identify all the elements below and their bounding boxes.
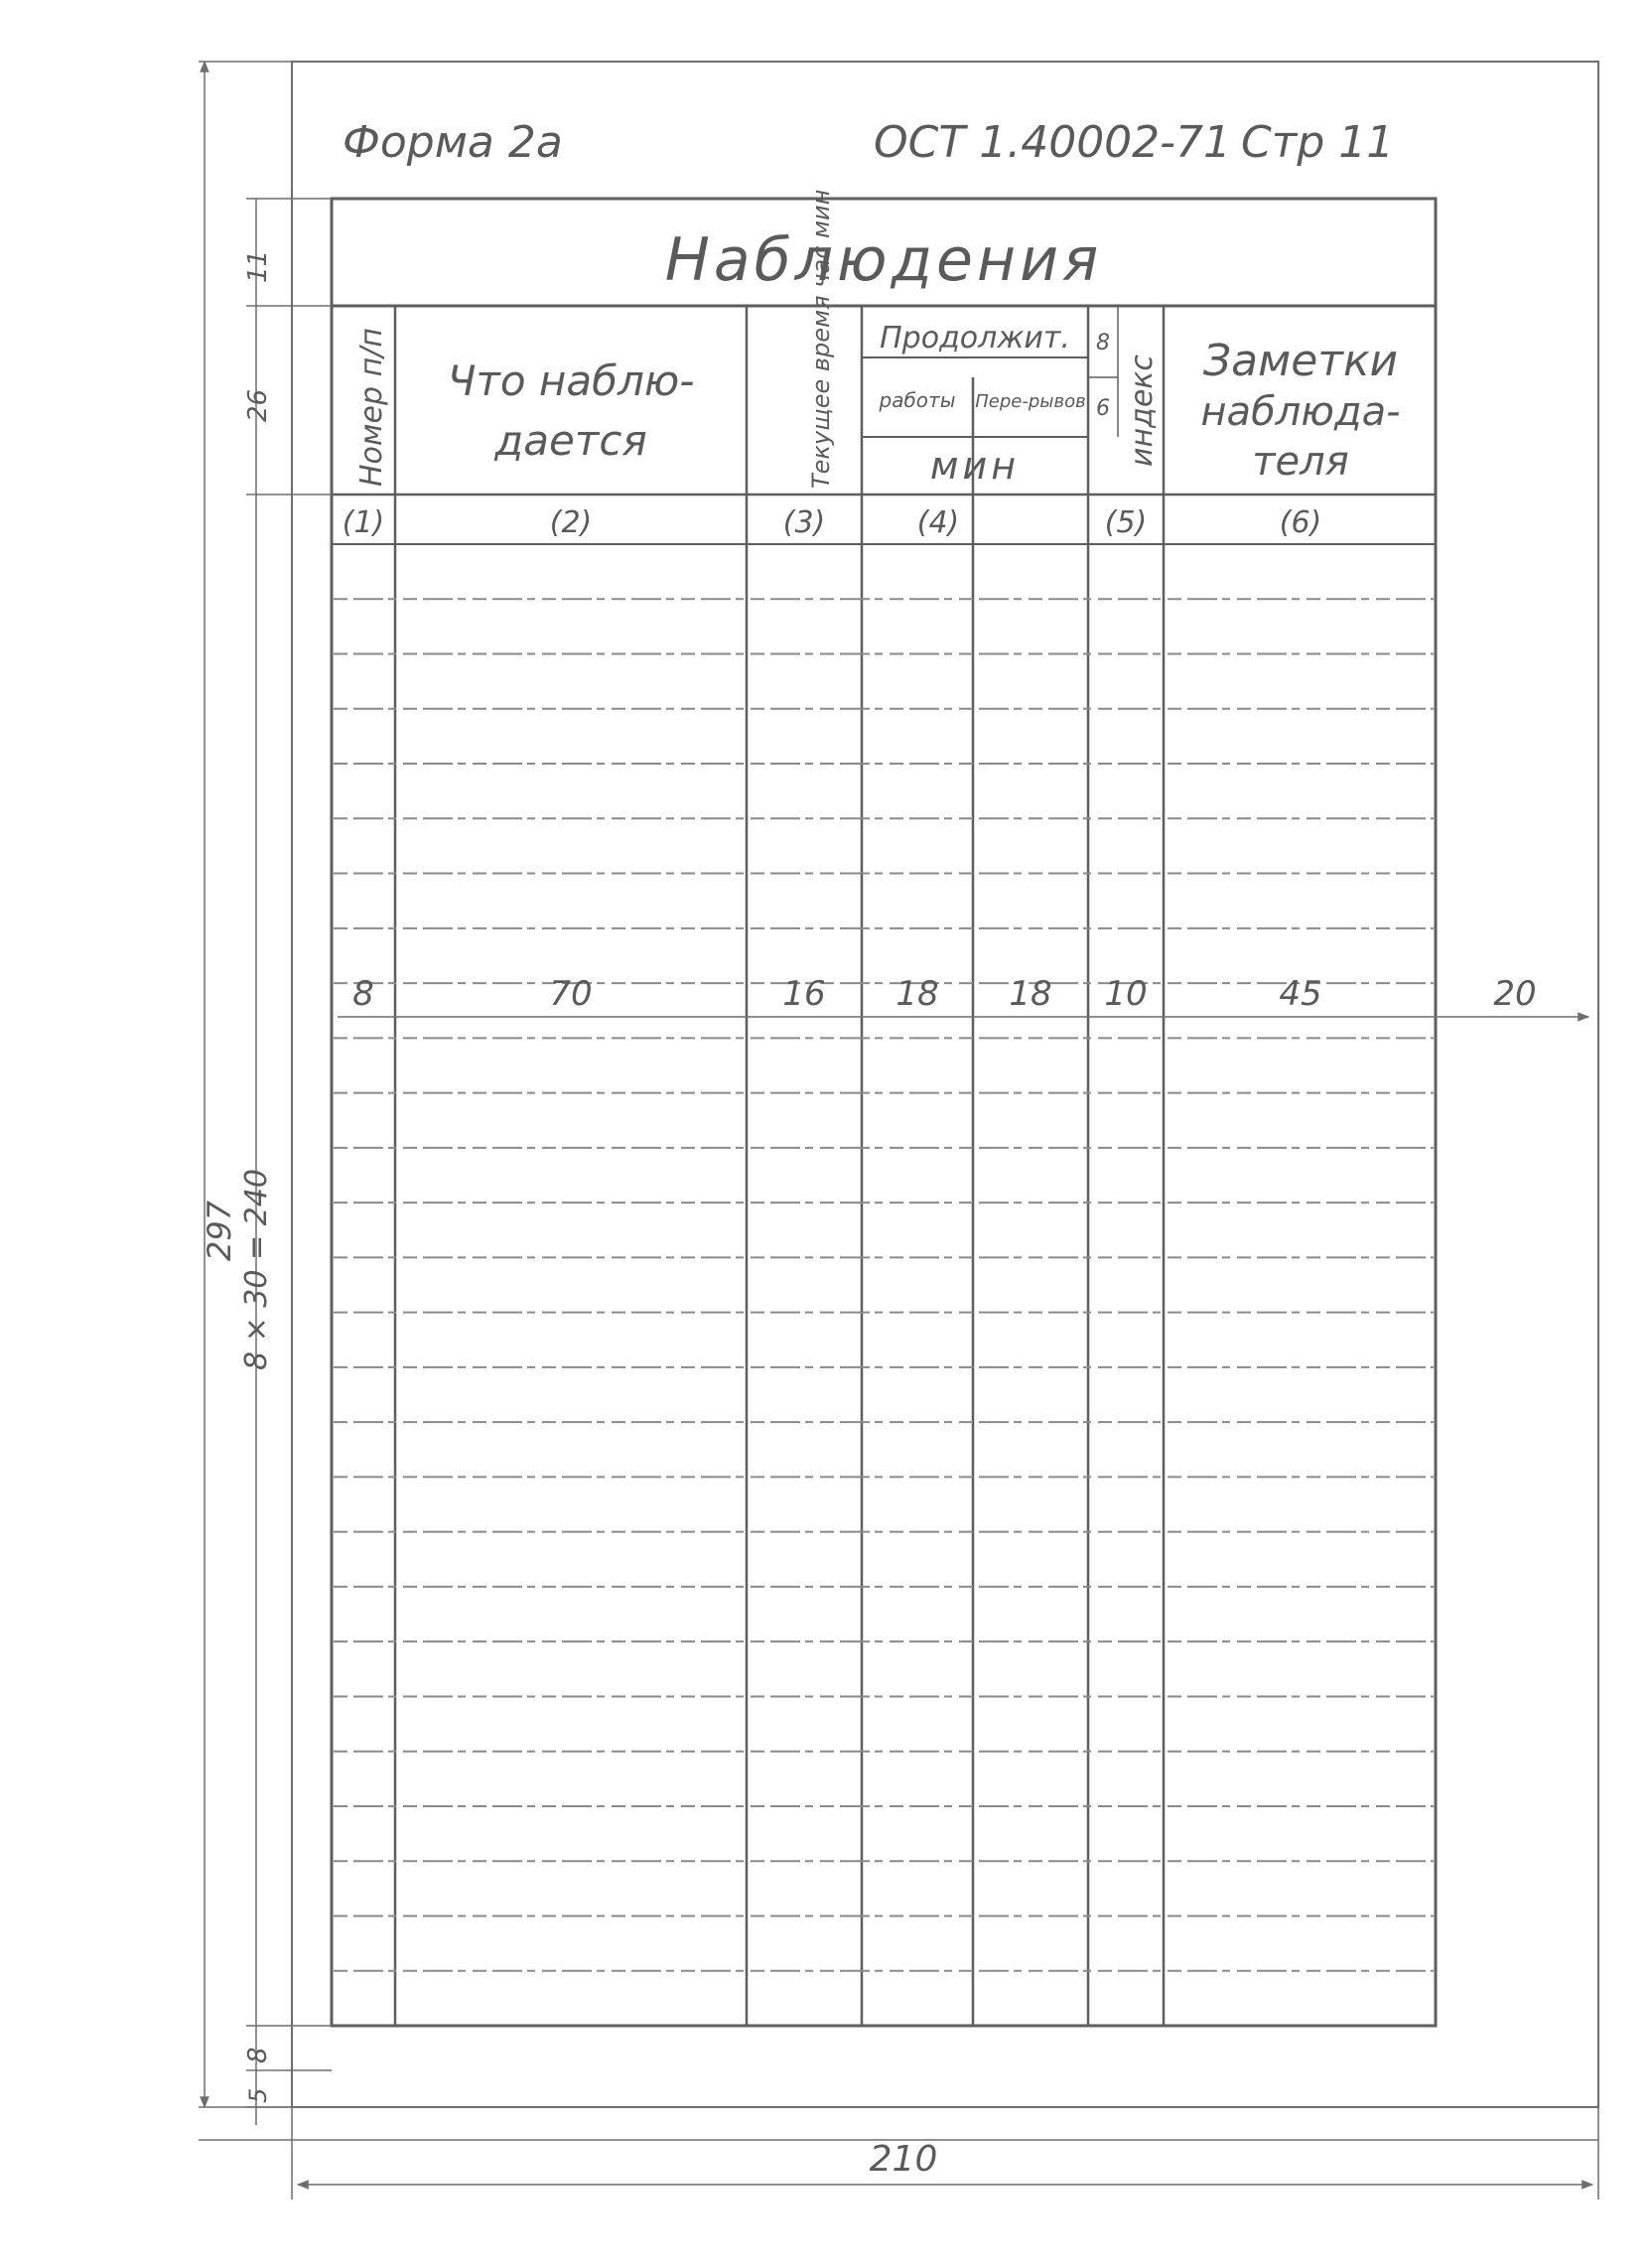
col-num-6: (6) bbox=[1279, 505, 1322, 540]
col-num-2: (2) bbox=[549, 505, 593, 540]
col-index-small-bottom: 6 bbox=[1096, 396, 1110, 421]
form-label: Форма 2а bbox=[343, 117, 563, 168]
width-col-6: 10 bbox=[1104, 974, 1148, 1014]
blank-rows bbox=[334, 599, 1434, 1970]
width-right-margin: 20 bbox=[1493, 974, 1537, 1014]
col-num-3: (3) bbox=[782, 505, 826, 540]
col-index-header: индекс bbox=[1125, 354, 1160, 467]
col-num-4: (4) bbox=[916, 505, 960, 540]
col-num-5: (5) bbox=[1104, 505, 1148, 540]
col-notes-header-3: теля bbox=[1252, 439, 1349, 485]
sheet-width-label: 210 bbox=[869, 2139, 938, 2180]
col-breaks-header: Пере-рывов bbox=[975, 391, 1086, 412]
col-time-header: Текущее время час мин bbox=[807, 189, 835, 489]
sheet-height-label: 297 bbox=[201, 1200, 238, 1261]
col-duration-header: Продолжит. bbox=[880, 321, 1070, 355]
col-observed-header-1: Что наблю- bbox=[447, 356, 695, 405]
col-notes-header-2: наблюда- bbox=[1200, 389, 1401, 435]
col-notes-header-1: Заметки bbox=[1202, 336, 1399, 386]
col-number-header: Номер п/п bbox=[354, 328, 389, 487]
bottom-margin-label: 5 bbox=[244, 2087, 272, 2103]
col-minutes-unit: мин bbox=[929, 444, 1021, 488]
table-title: Наблюдения bbox=[664, 225, 1103, 295]
width-col-1: 8 bbox=[352, 974, 374, 1014]
col-num-1: (1) bbox=[342, 505, 385, 540]
width-col-7: 45 bbox=[1279, 974, 1322, 1014]
col-work-header: работы bbox=[879, 388, 956, 412]
col-index-small-top: 8 bbox=[1096, 331, 1110, 355]
width-col-2: 70 bbox=[549, 974, 593, 1014]
top-offset-label: 11 bbox=[243, 249, 273, 283]
header-height-label: 26 bbox=[243, 388, 273, 422]
width-col-4: 18 bbox=[895, 974, 939, 1014]
col-observed-header-2: дается bbox=[494, 416, 647, 465]
column-lines bbox=[395, 306, 1164, 2026]
width-col-5: 18 bbox=[1009, 974, 1052, 1014]
rows-formula-label: 8 × 30 = 240 bbox=[239, 1169, 274, 1370]
standard-number: ОСТ 1.40002-71 bbox=[874, 117, 1232, 168]
width-col-3: 16 bbox=[782, 974, 826, 1014]
page-number: Стр 11 bbox=[1241, 117, 1395, 168]
bottom-row-label: 8 bbox=[243, 2047, 273, 2063]
